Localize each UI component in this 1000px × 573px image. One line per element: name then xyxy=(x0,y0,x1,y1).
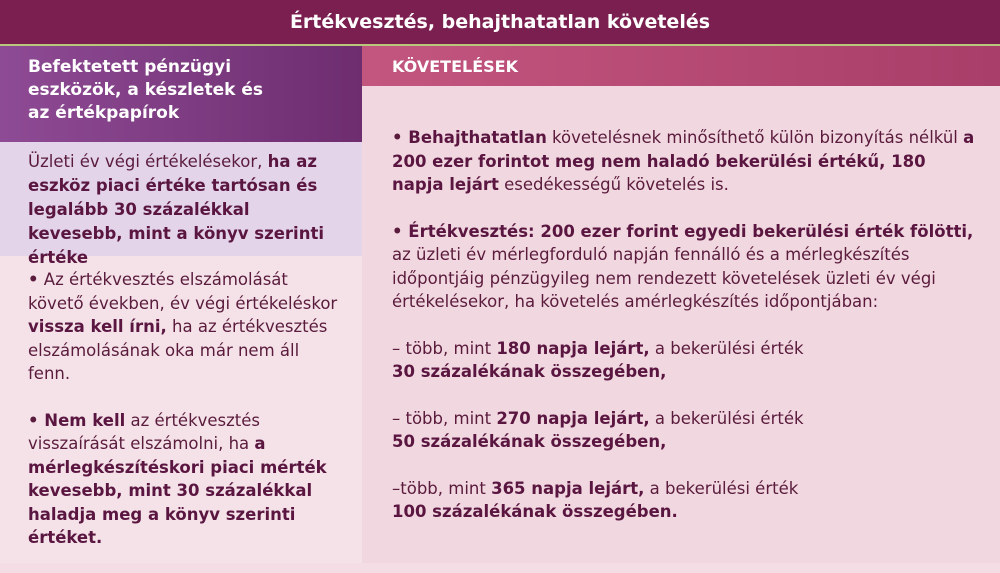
left-bullet-no-reversal xyxy=(28,409,344,550)
right-item-impairment xyxy=(392,220,980,314)
bold-text: 50 százalékának összegében, xyxy=(392,432,667,451)
right-body xyxy=(362,126,1000,547)
text: a bekerülési érték xyxy=(644,478,799,498)
bullet-mark: • xyxy=(28,270,39,289)
bold-text: Nem kell xyxy=(38,410,126,430)
bold-text: vissza kell írni, xyxy=(28,317,167,336)
left-header-line: Befektetett pénzügyi xyxy=(28,57,232,77)
text: a bekerülési érték xyxy=(649,408,804,428)
text: – több, mint xyxy=(392,408,497,428)
left-header-line: az értékpapírok xyxy=(28,103,180,123)
left-header xyxy=(0,46,362,142)
text: követelésnek minősíthető külön bizonyítás nélkül xyxy=(546,128,964,147)
bold-text: a 200 ezer forintot meg nem haladó bekerülési értékű, 180 napja lejárt xyxy=(392,128,975,194)
right-item-uncollectible xyxy=(392,126,980,197)
left-header-line: eszközök, a készletek és xyxy=(28,80,263,100)
text: ha az értékvesztés elszámolásának oka már nem áll fenn. xyxy=(28,317,328,383)
bullet-mark: • xyxy=(392,128,403,147)
left-body xyxy=(0,268,362,573)
text: a bekerülési érték xyxy=(649,338,804,358)
text: –több, mint xyxy=(392,478,492,498)
bold-text: a mérlegkészítéskori piaci mérték kevesebb, mint 30 százalékkal haladja meg a könyv szerinti értéket. xyxy=(28,434,327,547)
bullet-mark: • xyxy=(28,410,39,430)
bold-text: 100 százalékának összegében. xyxy=(392,502,678,521)
text: az üzleti év mérlegforduló napján fennálló és a mérlegkészítés időpontjáig pénzügyileg nem rendezett követelések üzleti év végi értékelésekor, ha követelés amérlegkészítés időpontjában: xyxy=(392,245,936,311)
page-title: Értékvesztés, behajthatatlan követelés xyxy=(0,0,1000,46)
left-column xyxy=(0,46,362,563)
bold-text: 365 napja lejárt, xyxy=(491,478,645,498)
left-bullet-reversal xyxy=(28,268,344,386)
bold-text: 270 napja lejárt, xyxy=(496,408,650,428)
bold-text: Behajthatatlan xyxy=(402,128,547,147)
bold-text: Értékvesztés: 200 ezer forint egyedi bekerülési érték fölötti, xyxy=(402,221,974,241)
text: – több, mint xyxy=(392,338,497,358)
bullet-mark: • xyxy=(392,221,403,241)
bold-text: 180 napja lejárt, xyxy=(496,338,650,358)
right-header: KÖVETELÉSEK xyxy=(362,46,1000,86)
bold-text: 30 százalékának összegében, xyxy=(392,362,667,381)
highlight-text: Üzleti év végi értékelésekor, xyxy=(28,152,268,171)
right-item-180-days xyxy=(392,337,980,384)
right-item-365-days xyxy=(392,477,980,524)
text: Az értékvesztés elszámolását követő években, év végi értékeléskor xyxy=(28,270,338,313)
left-highlight-box xyxy=(0,142,362,267)
right-column xyxy=(362,46,1000,563)
text: esedékességű követelés is. xyxy=(498,175,729,194)
highlight-bold-text: ha az eszköz piaci értéke tartósan és legalább 30 százalékkal kevesebb, mint a könyv szerinti értéke xyxy=(28,152,324,267)
right-item-270-days xyxy=(392,407,980,454)
text: az értékvesztés visszaírását elszámolni, ha xyxy=(28,410,261,453)
